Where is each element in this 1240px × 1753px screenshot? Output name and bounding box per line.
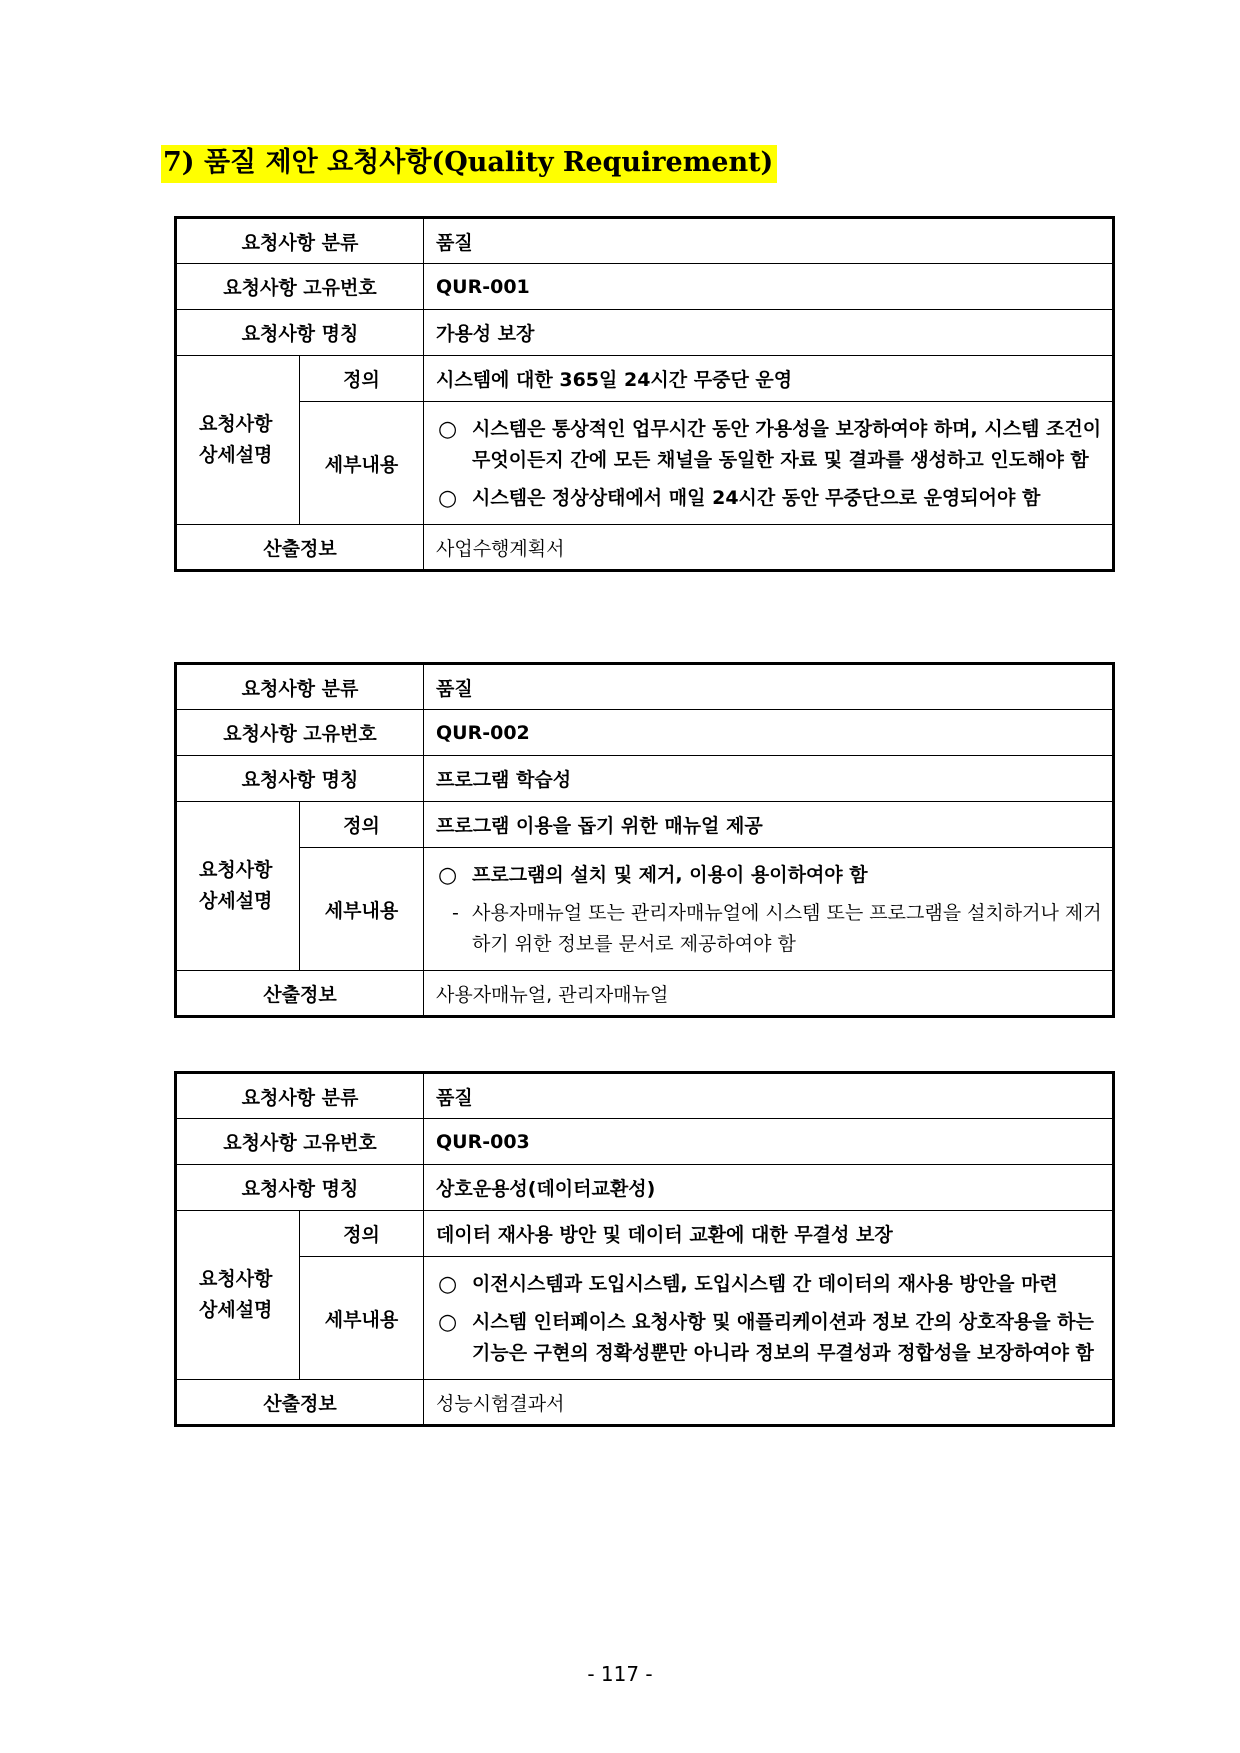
bullet-text: 프로그램의 설치 및 제거, 이용이 용이하여야 함: [472, 864, 868, 886]
bullet-text: 시스템은 통상적인 업무시간 동안 가용성을 보장하여야 하며, 시스템 조건이 무엇이든지 간에 모든 채널을 동일한 자료 및 결과를 생성하고 인도해야 함: [472, 418, 1102, 471]
label-definition: 정의: [300, 1211, 424, 1257]
value-definition: 프로그램 이용을 돕기 위한 매뉴얼 제공: [424, 802, 1114, 848]
value-id: QUR-002: [424, 710, 1114, 756]
value-name: 가용성 보장: [424, 310, 1114, 356]
content-items: [424, 402, 1114, 525]
label-detail-line1: 요청사항: [199, 413, 273, 435]
label-detail: [176, 802, 300, 971]
label-output: 산출정보: [176, 1380, 424, 1426]
label-detail: [176, 356, 300, 525]
bullet-item: [436, 1307, 1102, 1369]
bullet-text: 시스템 인터페이스 요청사항 및 애플리케이션과 정보 간의 상호작용을 하는 기능은 구현의 정확성뿐만 아니라 정보의 무결성과 정합성을 보장하여야 함: [472, 1311, 1094, 1364]
label-id: 요청사항 고유번호: [176, 710, 424, 756]
table-row: [176, 1257, 1114, 1380]
table-row: [176, 802, 1114, 848]
circle-bullet-icon: ○: [438, 417, 458, 442]
circle-bullet-icon: ○: [438, 486, 458, 511]
table-row: [176, 1073, 1114, 1119]
label-id: 요청사항 고유번호: [176, 1119, 424, 1165]
value-id: QUR-003: [424, 1119, 1114, 1165]
table-row: [176, 664, 1114, 710]
value-category: 품질: [424, 218, 1114, 264]
label-name: 요청사항 명칭: [176, 756, 424, 802]
label-category: 요청사항 분류: [176, 664, 424, 710]
label-name: 요청사항 명칭: [176, 310, 424, 356]
table-row: [176, 971, 1114, 1017]
content-items: [424, 848, 1114, 971]
label-definition: 정의: [300, 356, 424, 402]
dash-bullet-icon: -: [452, 902, 459, 924]
label-detail-line1: 요청사항: [199, 859, 273, 881]
table-row: [176, 710, 1114, 756]
requirement-table-qur-001: [174, 216, 1115, 572]
bullet-item: [436, 483, 1102, 514]
label-category: 요청사항 분류: [176, 218, 424, 264]
table-row: [176, 218, 1114, 264]
label-detail-line2: 상세설명: [199, 890, 273, 912]
table-row: [176, 402, 1114, 525]
value-definition: 데이터 재사용 방안 및 데이터 교환에 대한 무결성 보장: [424, 1211, 1114, 1257]
label-name: 요청사항 명칭: [176, 1165, 424, 1211]
value-output: 성능시험결과서: [424, 1380, 1114, 1426]
table-row: [176, 1165, 1114, 1211]
bullet-item: [436, 1269, 1102, 1300]
bullet-text: 시스템은 정상상태에서 매일 24시간 동안 무중단으로 운영되어야 함: [472, 487, 1041, 509]
value-output: 사용자매뉴얼, 관리자매뉴얼: [424, 971, 1114, 1017]
content-items: [424, 1257, 1114, 1380]
table-row: [176, 264, 1114, 310]
label-id: 요청사항 고유번호: [176, 264, 424, 310]
label-content: 세부내용: [300, 848, 424, 971]
table-row: [176, 1380, 1114, 1426]
table-row: [176, 1119, 1114, 1165]
circle-bullet-icon: ○: [438, 863, 458, 888]
label-output: 산출정보: [176, 971, 424, 1017]
label-detail-line1: 요청사항: [199, 1268, 273, 1290]
label-definition: 정의: [300, 802, 424, 848]
requirement-table-qur-003: [174, 1071, 1115, 1427]
table-row: [176, 756, 1114, 802]
bullet-text: 이전시스템과 도입시스템, 도입시스템 간 데이터의 재사용 방안을 마련: [472, 1273, 1058, 1295]
table-row: [176, 848, 1114, 971]
label-content: 세부내용: [300, 402, 424, 525]
label-output: 산출정보: [176, 525, 424, 571]
page-number: - 117 -: [587, 1662, 653, 1686]
value-category: 품질: [424, 664, 1114, 710]
value-output: 사업수행계획서: [424, 525, 1114, 571]
requirement-table-qur-002: [174, 662, 1115, 1018]
label-detail-line2: 상세설명: [199, 1299, 273, 1321]
label-detail-line2: 상세설명: [199, 444, 273, 466]
section-heading: 7) 품질 제안 요청사항(Quality Requirement): [161, 145, 777, 183]
value-id: QUR-001: [424, 264, 1114, 310]
bullet-item: [436, 414, 1102, 476]
value-name: 프로그램 학습성: [424, 756, 1114, 802]
table-row: [176, 356, 1114, 402]
value-definition: 시스템에 대한 365일 24시간 무중단 운영: [424, 356, 1114, 402]
circle-bullet-icon: ○: [438, 1272, 458, 1297]
value-name: 상호운용성(데이터교환성): [424, 1165, 1114, 1211]
table-row: [176, 310, 1114, 356]
value-category: 품질: [424, 1073, 1114, 1119]
sub-item-text: 사용자매뉴얼 또는 관리자매뉴얼에 시스템 또는 프로그램을 설치하거나 제거하기 위한 정보를 문서로 제공하여야 함: [472, 902, 1102, 955]
bullet-item: [436, 860, 1102, 891]
label-content: 세부내용: [300, 1257, 424, 1380]
table-row: [176, 525, 1114, 571]
label-category: 요청사항 분류: [176, 1073, 424, 1119]
label-detail: [176, 1211, 300, 1380]
table-row: [176, 1211, 1114, 1257]
circle-bullet-icon: ○: [438, 1310, 458, 1335]
sub-item: [436, 898, 1102, 960]
